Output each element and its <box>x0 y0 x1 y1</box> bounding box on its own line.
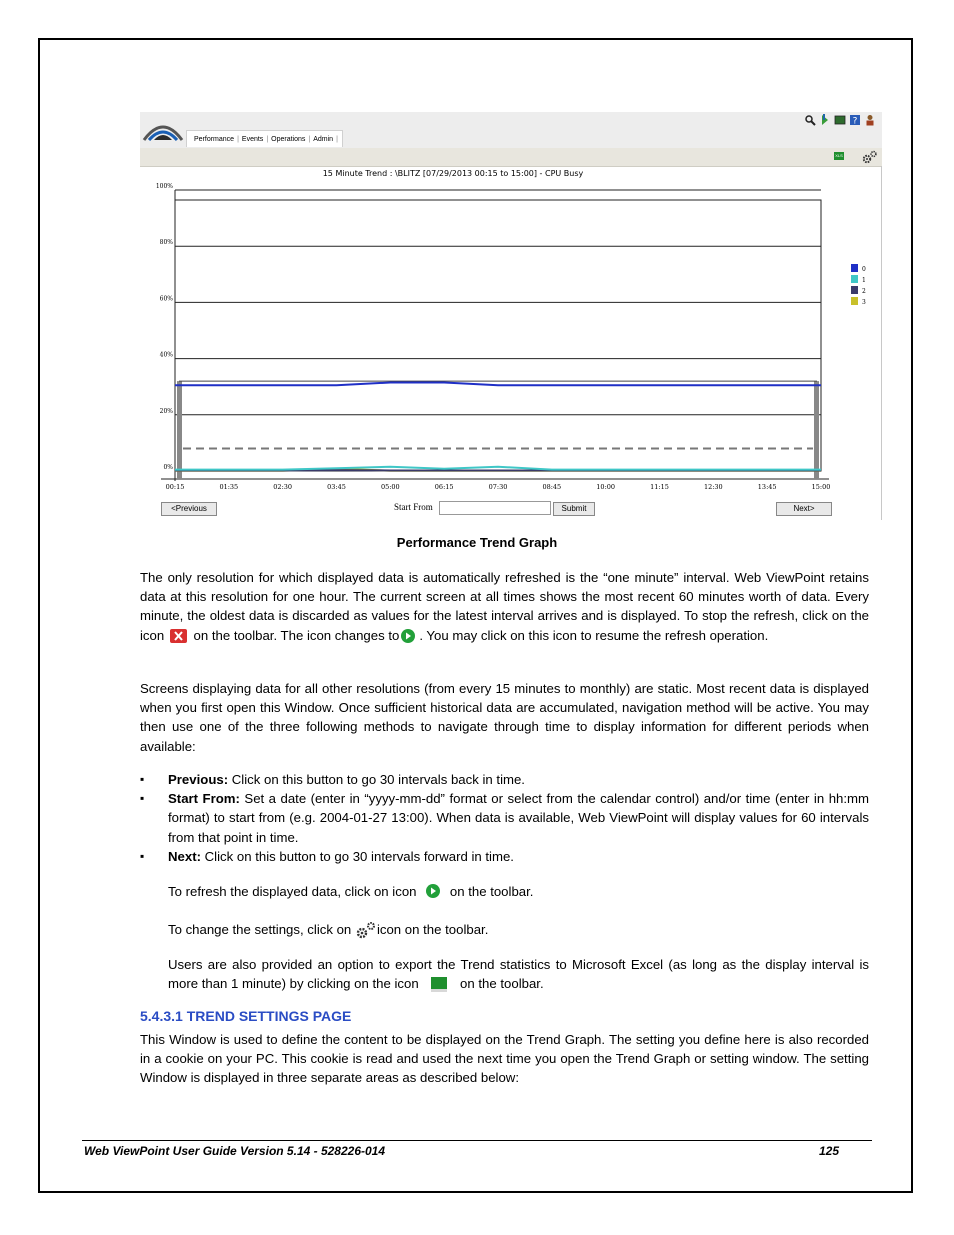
footer-doc-title: Web ViewPoint User Guide Version 5.14 - 528226-014 <box>84 1144 386 1158</box>
tab-performance[interactable]: Performance <box>194 135 235 143</box>
legend-swatch-1 <box>851 275 858 283</box>
start-from-input[interactable] <box>439 501 551 515</box>
previous-button[interactable]: <Previous <box>161 502 217 516</box>
logo-icon <box>142 118 184 142</box>
x-tick-label: 02:30 <box>273 483 293 491</box>
main-nav: Performance | Events | Operations | Admin | <box>186 130 343 147</box>
tab-admin[interactable]: Admin <box>313 135 334 143</box>
range-marker-right <box>814 381 819 479</box>
section-body: This Window is used to define the content to be displayed on the Trend Graph. The setting you define here is also recorded in a cookie on your PC. This cookie is read and used the next time you open the Trend Graph or setting window. The setting Window is displayed in three separate areas as described below: <box>140 1032 869 1086</box>
export-instruction <box>168 955 869 994</box>
refresh-instruction-text-b: on the toolbar. <box>449 884 534 899</box>
settings-gear-icon[interactable] <box>862 150 878 164</box>
stop-refresh-icon <box>168 628 190 644</box>
paragraph-navigation: Screens displaying data for all other resolutions (from every 15 minutes to monthly) are static. Most recent data is displayed when you first open this Window. Once sufficient historical data are accumulated, navigation method will be active. You may then use one of the three following methods to navigate through time to display information for different periods when available: <box>140 681 869 754</box>
bullet-label: Next: <box>168 848 201 864</box>
trend-screenshot <box>140 112 882 520</box>
x-tick-label: 11:15 <box>650 483 669 491</box>
legend-swatch-0 <box>851 264 858 272</box>
user-icon[interactable] <box>864 114 876 126</box>
bullet-text: Click on this button to go 30 intervals forward in time. <box>200 848 514 864</box>
x-tick-label: 13:45 <box>757 483 777 491</box>
y-tick-label: 0% <box>163 464 173 471</box>
refresh-instruction-text-a: To refresh the displayed data, click on icon <box>168 884 417 899</box>
x-tick-label: 01:35 <box>219 483 239 491</box>
refresh-arrow-icon[interactable] <box>819 114 831 126</box>
series-line-1 <box>175 467 821 470</box>
legend-label-3: 3 <box>862 299 866 306</box>
range-marker-left <box>177 381 182 479</box>
monitor-icon[interactable] <box>834 114 846 126</box>
refresh-instruction <box>168 882 869 902</box>
series-line-0 <box>175 382 821 385</box>
svg-text:?: ? <box>852 116 858 126</box>
y-tick-label: 80% <box>159 239 173 247</box>
x-tick-label: 08:45 <box>542 483 562 491</box>
x-tick-label: 03:45 <box>327 483 346 491</box>
excel-icon <box>422 976 456 994</box>
excel-export-icon[interactable]: XLS <box>835 153 843 158</box>
settings-instruction-text-a: To change the settings, click on <box>168 922 352 937</box>
help-icon[interactable] <box>849 114 861 126</box>
tab-events[interactable]: Events <box>241 135 264 143</box>
legend-label-0: 0 <box>862 266 866 273</box>
refresh-play-icon <box>420 884 446 902</box>
page-number: 125 <box>819 1144 840 1158</box>
y-tick-label: 40% <box>159 351 173 359</box>
tab-operations[interactable]: Operations <box>271 135 306 143</box>
submit-button[interactable]: Submit <box>553 502 595 516</box>
bullet-label: Previous: <box>168 772 229 787</box>
x-tick-label: 15:00 <box>811 483 831 491</box>
bullet-next <box>140 847 869 866</box>
paragraph-refresh-text-c: . You may click on this icon to resume the refresh operation. <box>419 627 769 643</box>
legend-label-2: 2 <box>862 288 866 295</box>
plot-border <box>175 200 821 471</box>
paragraph-refresh <box>140 568 869 645</box>
header-icons <box>804 114 876 126</box>
navigation-bullets <box>140 770 869 866</box>
bullet-label: Start From: <box>168 791 240 807</box>
settings-instruction-text-b: icon on the toolbar. <box>376 922 489 937</box>
paragraph-refresh-text-b: on the toolbar. The icon changes to <box>193 627 400 643</box>
x-tick-label: 12:30 <box>703 483 723 491</box>
y-tick-label: 20% <box>159 407 173 415</box>
bullet-previous <box>140 770 869 789</box>
window-edge <box>881 166 882 520</box>
footer-rule <box>82 1140 872 1141</box>
export-instruction-text-a: Users are also provided an option to export the Trend statistics to Microsoft Excel (as long as the display interval is more than 1 minute) by clicking on the icon <box>168 957 869 992</box>
settings-instruction <box>168 920 869 941</box>
x-tick-label: 05:00 <box>380 483 400 491</box>
search-icon[interactable] <box>804 114 816 126</box>
paragraph-refresh-text-a: The only resolution for which displayed data is automatically refreshed is the “one minute” interval. Web ViewPoint retains data at this resolution for one hour. The current screen at all times shows the most recent 60 minutes worth of data. Every minute, the oldest data is discarded as values for the latest interval arrives and is displayed. To stop the refresh, click on the icon <box>140 570 869 643</box>
y-tick-label: 60% <box>159 295 173 303</box>
bullet-text: Click on this button to go 30 intervals back in time. <box>228 772 525 787</box>
chart-title: 15 Minute Trend : \BLITZ [07/29/2013 00:15 to 15:00] - CPU Busy <box>322 169 584 178</box>
bullet-start-from <box>140 789 869 847</box>
x-tick-label: 10:00 <box>596 483 616 491</box>
legend-swatch-3 <box>851 297 858 305</box>
bullet-text: Set a date (enter in “yyyy-mm-dd” format or select from the calendar control) and/or time (enter in hh:mm format) to start from (e.g. 2004-01-27 13:00). When data is available, Web ViewPoint will display values for 60 intervals from that point in time. <box>168 791 869 845</box>
legend-label-1: 1 <box>862 277 866 284</box>
x-tick-label: 00:15 <box>165 483 185 491</box>
app-toolbar <box>140 148 882 167</box>
trend-chart <box>140 182 882 492</box>
app-header <box>140 112 882 149</box>
export-instruction-text-b: on the toolbar. <box>460 976 544 992</box>
section-heading: 5.4.3.1 TREND SETTINGS PAGE <box>140 1008 352 1024</box>
x-tick-label: 06:15 <box>434 483 454 491</box>
figure-caption: Performance Trend Graph <box>396 535 558 550</box>
legend-swatch-2 <box>851 286 858 294</box>
next-button[interactable]: Next> <box>776 502 832 516</box>
settings-icon <box>355 921 377 941</box>
x-tick-label: 07:30 <box>488 483 508 491</box>
y-tick-label: 100% <box>155 183 173 190</box>
start-from-label: Start From <box>394 502 433 512</box>
resume-refresh-icon <box>399 628 419 644</box>
